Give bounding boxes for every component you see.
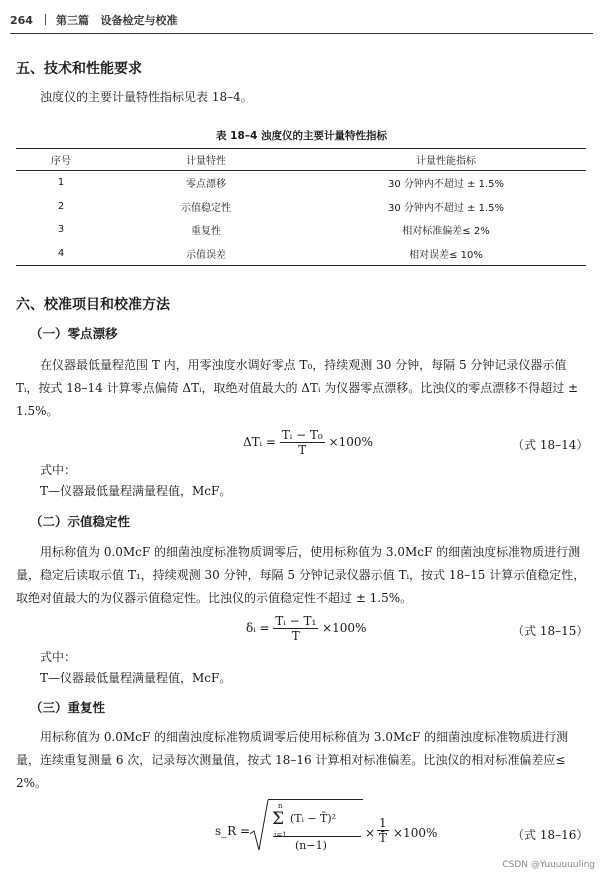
formula-18-15 [246, 614, 366, 643]
subsection-1-title: （一）零点漂移 [30, 326, 118, 341]
sum-upper-limit: n [278, 802, 283, 810]
header-divider [45, 14, 46, 25]
sum-term: (Tᵢ − T̄)² [290, 812, 337, 825]
variable-definition: T—仪器最低量程满量程值，McF。 [40, 671, 232, 685]
formula-times: × [365, 826, 376, 840]
table-cell: 30 分钟内不超过 ± 1.5% [387, 202, 505, 214]
spec-table [16, 148, 586, 266]
formula-fraction-2 [377, 816, 389, 845]
formula-label-18-14: （式 18–14） [512, 438, 589, 452]
sum-lower-limit: i=1 [274, 831, 287, 839]
formula-lhs: ΔTᵢ = [243, 435, 276, 449]
formula-label-18-16: （式 18–16） [512, 828, 589, 842]
table-cell: 30 分钟内不超过 ± 1.5% [387, 179, 505, 191]
section-6-title: 六、校准项目和校准方法 [16, 297, 170, 313]
table-cell: 2 [57, 200, 65, 212]
formula-denominator: T [291, 629, 300, 643]
formula-numerator: Tᵢ − T₀ [281, 428, 323, 442]
table-cell: 3 [57, 224, 65, 236]
sqrt-icon [249, 798, 269, 856]
running-header [10, 12, 177, 28]
formula-tail: ×100% [328, 435, 373, 449]
formula-fraction [273, 614, 318, 643]
table-row [16, 171, 586, 195]
section-5-intro: 浊度仪的主要计量特性指标见表 18–4。 [40, 90, 253, 104]
table-cell: 相对误差≤ 10% [306, 242, 586, 266]
where-label: 式中： [40, 463, 77, 477]
sum-icon: Σ [272, 809, 285, 829]
formula-tail: ×100% [322, 621, 367, 635]
formula-numerator: Tᵢ − T₁ [275, 614, 317, 628]
table-cell: 相对标准偏差≤ 2% [402, 226, 490, 238]
part-label: 第三篇 [55, 14, 89, 27]
table-cell: 4 [16, 242, 106, 266]
table-row [16, 242, 586, 266]
column-header: 计量特性 [106, 149, 306, 171]
table-row [16, 195, 586, 219]
formula-label-18-15: （式 18–15） [512, 624, 589, 638]
formula-fraction [280, 428, 325, 457]
section-5-title: 五、技术和性能要求 [16, 61, 142, 77]
table-cell: 零点漂移 [186, 179, 226, 191]
formula-denominator: T [298, 443, 307, 457]
formula-denominator: T̄ [378, 831, 387, 845]
formula-tail: ×100% [393, 826, 438, 840]
part-title: 设备检定与校准 [100, 14, 178, 27]
column-header: 序号 [16, 149, 106, 171]
column-header: 计量性能指标 [306, 149, 586, 171]
table-cell: 重复性 [191, 226, 221, 238]
subsection-3-title: （三）重复性 [30, 700, 106, 715]
table-cell: 示值误差 [106, 242, 306, 266]
formula-lhs: δᵢ = [246, 621, 270, 635]
table-cell: 1 [57, 177, 65, 189]
page-number: 264 [10, 14, 33, 27]
table-caption: 表 18–4 浊度仪的主要计量特性指标 [216, 130, 387, 142]
fraction-line [273, 836, 361, 837]
subsection-2-title: （二）示值稳定性 [30, 514, 131, 529]
table-header-row [16, 149, 586, 171]
formula-18-14 [243, 428, 373, 457]
subsection-1-paragraph: 在仪器最低量程范围 T 内，用零浊度水调好零点 T₀，持续观测 30 分钟，每隔 5 分钟记录仪器示值 Tᵢ，按式 18–14 计算零点偏倚 ΔTᵢ，取绝对值最大的 ΔTᵢ 为仪器零点漂移。比浊仪的零点漂移不得超过 ± 1.5%。 [16, 358, 579, 418]
watermark: CSDN @Yuuuuuuling [502, 860, 595, 870]
subsection-3-paragraph: 用标称值为 0.0McF 的细菌浊度标准物质调零后使用标称值为 3.0McF 的细菌浊度标准物质进行测量，连续重复测量 6 次，记录每次测量值，按式 18–16 计算相对标准偏差。比浊仪的相对标准偏差应≤ 2%。 [16, 730, 569, 790]
subsection-2-paragraph: 用标称值为 0.0McF 的细菌浊度标准物质调零后，使用标称值为 3.0McF 的细菌浊度标准物质进行测量，稳定后读取示值 T₁，持续观测 30 分钟，每隔 5 分钟记录仪器示值 Tᵢ，按式 18–15 计算示值稳定性，取绝对值最大的为仪器示值稳定性。比浊仪的示值稳定性不超过 ± 1.5%。 [16, 545, 586, 605]
sqrt-vinculum [268, 799, 363, 800]
table-row [16, 218, 586, 242]
variable-definition: T—仪器最低量程满量程值，McF。 [40, 484, 232, 498]
formula-numerator: 1 [379, 816, 387, 830]
formula-denominator: (n−1) [295, 839, 327, 852]
header-rule [10, 33, 593, 34]
formula-lhs: s_R = [215, 824, 251, 838]
table-cell: 示值稳定性 [181, 202, 231, 214]
where-label: 式中： [40, 650, 77, 664]
